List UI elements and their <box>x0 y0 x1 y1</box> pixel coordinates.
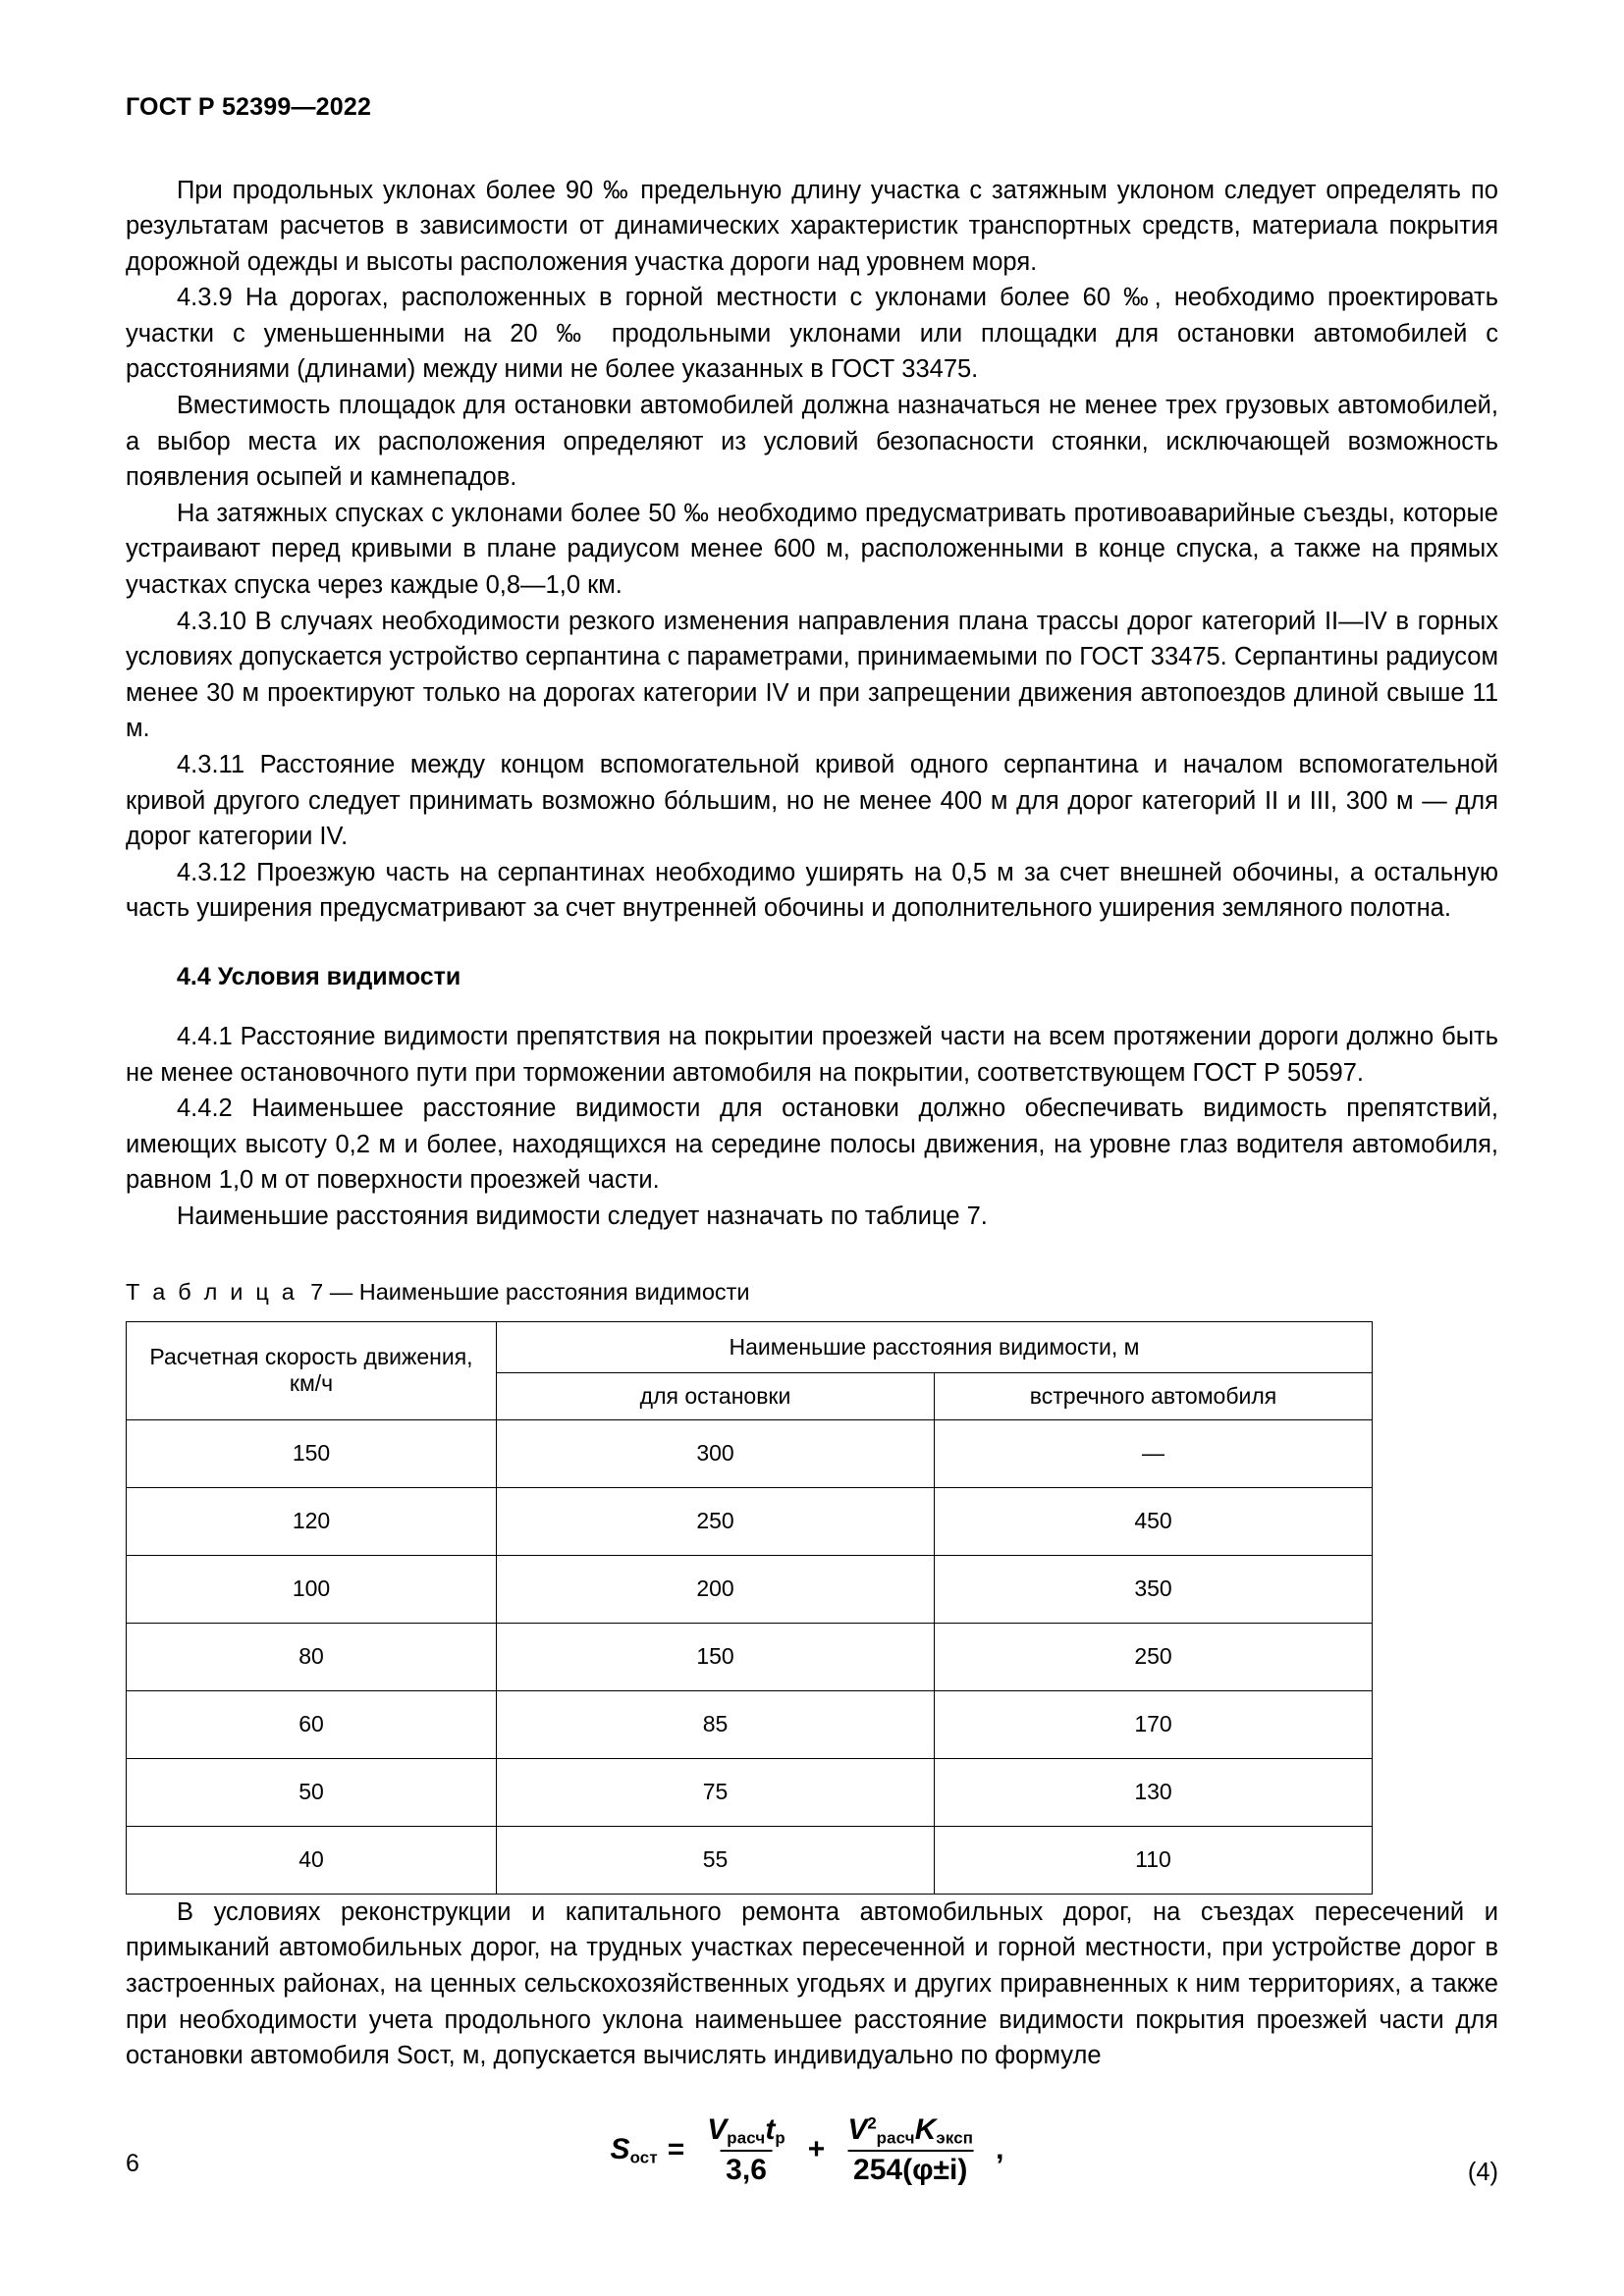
header-for-stopping: для остановки <box>497 1372 935 1419</box>
table-caption-label: Т а б л и ц а <box>126 1278 298 1305</box>
formula-block <box>126 2113 1498 2208</box>
table-head <box>127 1321 1373 1419</box>
cell-oncoming: 110 <box>935 1826 1373 1894</box>
cell-speed: 100 <box>127 1555 497 1623</box>
page-content <box>126 94 1498 2208</box>
table-row <box>127 1758 1373 1826</box>
header-design-speed: Расчетная скорость движения, км/ч <box>127 1321 497 1419</box>
paragraph-4-4-2: 4.4.2 Наименьшее расстояние видимости для остановки должно обеспечивать видимость препятствий, имеющих высоту 0,2 м и более, находящихся на середине полосы движения, на уровне глаз водителя автомобиля, равном 1,0 м от поверхности проезжей части. <box>126 1095 1498 1195</box>
table-row <box>127 1690 1373 1758</box>
formula-fraction-2 <box>841 2113 979 2188</box>
cell-stop: 250 <box>497 1487 935 1555</box>
paragraph-4-3-10: 4.3.10 В случаях необходимости резкого изменения направления плана трассы дорог категорий II—IV в горных условиях допускается устройство серпантина с параметрами, принимаемыми по ГОСТ 33475. Серпантины радиусом менее 30 м проектируют только на дорогах категории IV и при запрещении движения автопоездов длиной свыше 11 м. <box>126 607 1498 743</box>
formula-expression <box>611 2113 1014 2188</box>
cell-stop: 150 <box>497 1623 935 1690</box>
paragraph-intro: При продольных уклонах более 90 ‰ предельную длину участка с затяжным уклоном следует определять по результатам расчетов в зависимости от динамических характеристик транспортных средств, материала покрытия дорожной одежды и высоты расположения участка дороги над уровнем моря. <box>126 176 1498 276</box>
cell-speed: 120 <box>127 1487 497 1555</box>
formula-equals: = <box>667 2133 685 2166</box>
table-caption-dash: — <box>329 1278 353 1305</box>
cell-speed: 80 <box>127 1623 497 1690</box>
table-row <box>127 1419 1373 1487</box>
table-caption-number: 7 <box>310 1278 324 1305</box>
paragraph-4-3-12: 4.3.12 Проезжую часть на серпантинах необходимо уширять на 0,5 м за счет внешней обочины, а остальную часть уширения предусматривают за счет внутренней обочины и дополнительного уширения земляного полотна. <box>126 858 1498 923</box>
paragraph-descents: На затяжных спусках с уклонами более 50 ‰ необходимо предусматривать противоаварийные съезды, которые устраивают перед кривыми в плане радиусом менее 600 м, расположенными в конце спуска, а также на прямых участках спуска через каждые 0,8—1,0 км. <box>126 499 1498 600</box>
paragraph-4-4-1: 4.4.1 Расстояние видимости препятствия на покрытии проезжей части на всем протяжении дороги должно быть не менее остановочного пути при торможении автомобиля на покрытии, соответствующем ГОСТ Р 50597. <box>126 1022 1498 1087</box>
cell-speed: 150 <box>127 1419 497 1487</box>
table-row <box>127 1623 1373 1690</box>
cell-stop: 75 <box>497 1758 935 1826</box>
cell-oncoming: 350 <box>935 1555 1373 1623</box>
formula-trailing-comma: , <box>996 2133 1004 2166</box>
cell-oncoming: — <box>935 1419 1373 1487</box>
cell-speed: 50 <box>127 1758 497 1826</box>
cell-oncoming: 250 <box>935 1623 1373 1690</box>
document-header: ГОСТ Р 52399—2022 <box>126 93 372 121</box>
page-number: 6 <box>126 2150 139 2177</box>
formula-fraction-2-denominator: 254(φ±i) <box>847 2150 973 2188</box>
table-caption-title: Наименьшие расстояния видимости <box>358 1278 750 1305</box>
table-row <box>127 1487 1373 1555</box>
table-body <box>127 1419 1373 1894</box>
cell-oncoming: 130 <box>935 1758 1373 1826</box>
visibility-distance-table <box>126 1321 1373 1895</box>
table-header-row-1 <box>127 1321 1373 1372</box>
paragraph-capacity: Вместимость площадок для остановки автомобилей должна назначаться не менее трех грузовых автомобилей, а выбор места их расположения определяют из условий безопасности стоянки, исключающей возможность появления осыпей и камнепадов. <box>126 392 1498 492</box>
cell-oncoming: 450 <box>935 1487 1373 1555</box>
cell-speed: 40 <box>127 1826 497 1894</box>
cell-stop: 300 <box>497 1419 935 1487</box>
cell-stop: 200 <box>497 1555 935 1623</box>
paragraph-4-3-11: 4.3.11 Расстояние между концом вспомогательной кривой одного серпантина и началом вспомогательной кривой другого следует принимать возможно бо́льшим, но не менее 400 м для дорог категорий II и III, 300 м — для дорог категории IV. <box>126 751 1498 851</box>
cell-stop: 55 <box>497 1826 935 1894</box>
table-caption <box>126 1278 1498 1306</box>
paragraph-table-reference: Наименьшие расстояния видимости следует назначать по таблице 7. <box>177 1201 988 1230</box>
formula-fraction-1 <box>701 2113 791 2188</box>
formula-plus: + <box>807 2133 826 2166</box>
paragraph-4-3-9: 4.3.9 На дорогах, расположенных в горной местности с уклонами более 60 ‰, необходимо проектировать участки с уменьшенными на 20 ‰ продольными уклонами или площадки для остановки автомобилей с расстояниями (длинами) между ними не более указанных в ГОСТ 33475. <box>126 284 1498 384</box>
paragraph-after-table: В условиях реконструкции и капитального ремонта автомобильных дорог, на съездах пересечений и примыканий автомобильных дорог, на трудных участках пересеченной и горной местности, при устройстве дорог в застроенных районах, на ценных сельскохозяйственных угодьях и других приравненных к ним территориях, а также при необходимости учета продольного уклона наименьшее расстояние видимости покрытия проезжей части для остановки автомобиля Sост, м, допускается вычислять индивидуально по формуле <box>126 1897 1498 2070</box>
formula-fraction-1-numerator: $V_{расч}t_р$ <box>707 2112 785 2148</box>
formula-lhs: $S_{ост}$ <box>610 2132 658 2167</box>
cell-oncoming: 170 <box>935 1690 1373 1758</box>
formula-number: (4) <box>1467 2158 1498 2186</box>
header-oncoming-vehicle: встречного автомобиля <box>935 1372 1373 1419</box>
table-row <box>127 1826 1373 1894</box>
header-group-visibility: Наименьшие расстояния видимости, м <box>497 1321 1373 1372</box>
formula-fraction-2-numerator: $V^2_{расч}K_{эксп}$ <box>847 2112 974 2148</box>
formula-fraction-1-denominator: 3,6 <box>720 2150 773 2188</box>
cell-speed: 60 <box>127 1690 497 1758</box>
section-heading-4-4: 4.4 Условия видимости <box>177 962 461 990</box>
cell-stop: 85 <box>497 1690 935 1758</box>
table-row <box>127 1555 1373 1623</box>
